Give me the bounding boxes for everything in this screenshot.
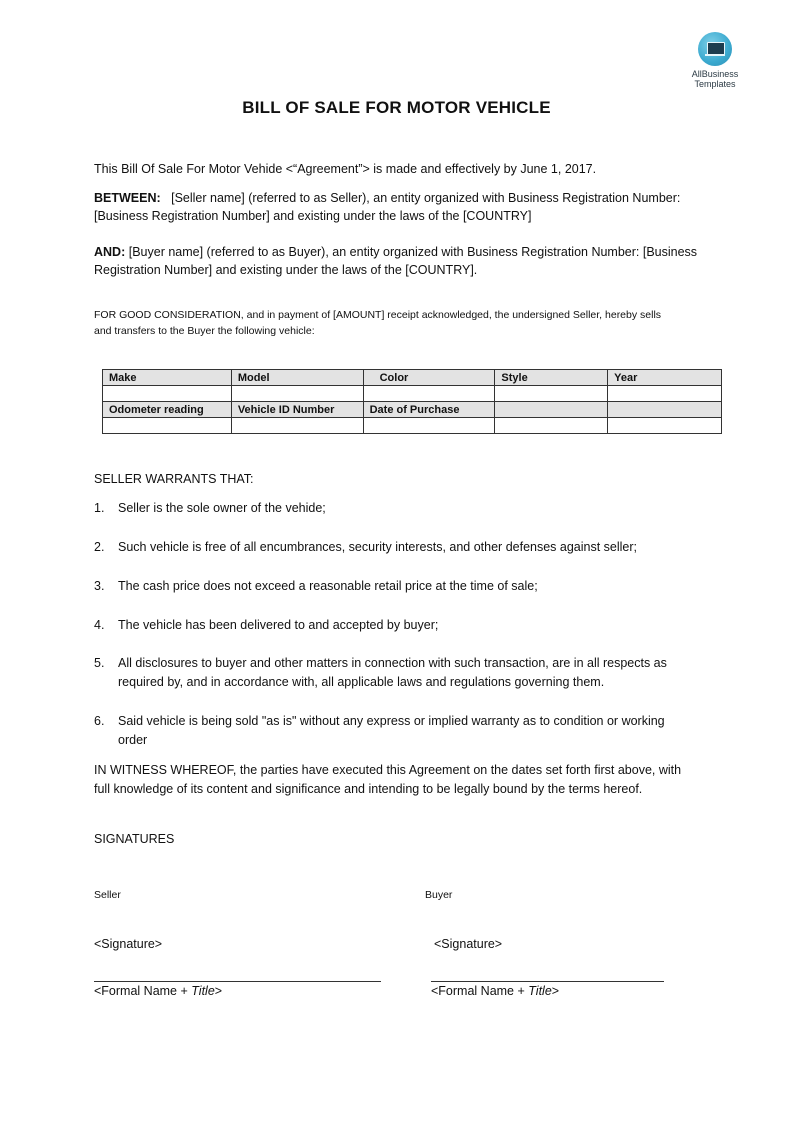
seller-formal-name: <Formal Name + Title> [94,984,223,998]
table-header-cell: Vehicle ID Number [231,402,363,418]
table-cell [608,386,722,402]
between-label: BETWEEN: [94,191,161,205]
and-text: [Buyer name] (referred to as Buyer), an entity organized with Business Registration Number: [Business Registration Number] and existing under the laws of the [COUNTRY]. [94,245,698,277]
seller-label: Seller [94,889,121,901]
table-cell [495,386,608,402]
table-cell [363,386,495,402]
warrants-heading: SELLER WARRANTS THAT: [94,472,254,486]
intro-paragraph: This Bill Of Sale For Motor Vehide <“Agreement”> is made and effectively by June 1, 2017. [94,162,597,176]
and-paragraph [94,243,704,279]
table-header-cell: Make [103,370,232,386]
table-cell [231,418,363,434]
seller-signature: <Signature> [94,937,163,951]
between-paragraph [94,189,704,225]
table-header-cell: Year [608,370,722,386]
table-header-cell: Date of Purchase [363,402,495,418]
buyer-formal-name: <Formal Name + Title> [431,984,560,998]
buyer-signature-line [431,981,664,982]
brand-name: AllBusiness Templates [691,69,739,89]
table-cell [231,386,363,402]
table-row [103,418,722,434]
table-cell [363,418,495,434]
and-label: AND: [94,245,126,259]
seller-signature-line [94,981,381,982]
between-text: [Seller name] (referred to as Seller), an entity organized with Business Registration Number: [Business Registration Number] and existing under the laws of the [COUNTRY] [94,191,681,223]
table-header-cell: Color [363,370,495,386]
table-header-cell [495,402,608,418]
table-cell [495,418,608,434]
consideration-paragraph: FOR GOOD CONSIDERATION, and in payment of [AMOUNT] receipt acknowledged, the undersigned Seller, hereby sells and transfers to the Buyer the following vehicle: [94,309,662,337]
laptop-icon [698,32,732,66]
table-header-cell [608,402,722,418]
buyer-signature: <Signature> [434,937,503,951]
table-cell [103,418,232,434]
brand-logo [684,32,746,89]
table-header-cell: Odometer reading [103,402,232,418]
table-header-cell: Style [495,370,608,386]
table-cell [608,418,722,434]
signatures-heading: SIGNATURES [94,832,175,846]
buyer-label: Buyer [425,889,453,901]
witness-paragraph: IN WITNESS WHEREOF, the parties have executed this Agreement on the dates set forth first above, with full knowledge of its content and significance and intending to be legally bound by the terms hereof. [94,763,682,796]
table-header-row [103,370,722,386]
table-header-row [103,402,722,418]
vehicle-table [102,369,722,434]
document-title: BILL OF SALE FOR MOTOR VEHICLE [242,98,551,117]
table-cell [103,386,232,402]
table-row [103,386,722,402]
table-header-cell: Model [231,370,363,386]
